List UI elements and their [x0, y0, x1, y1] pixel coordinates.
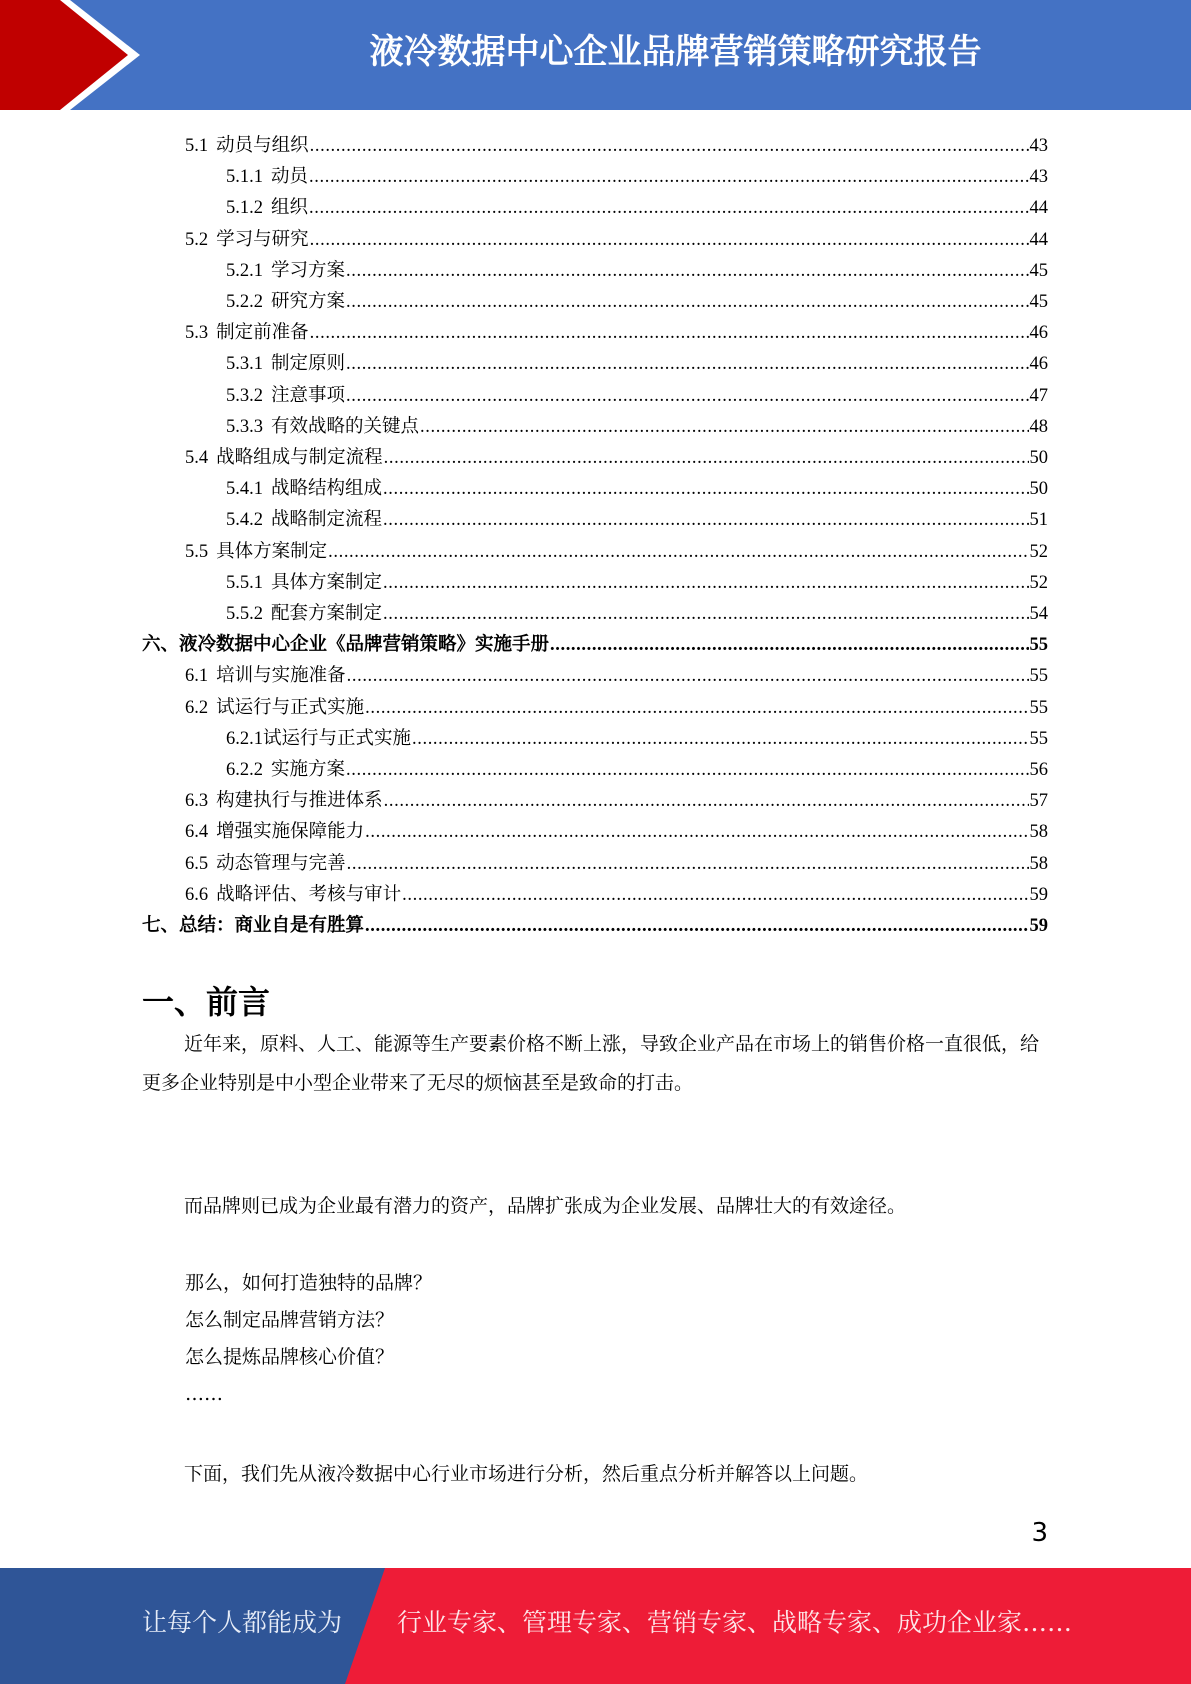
paragraph-intro: 近年来，原料、人工、能源等生产要素价格不断上涨，导致企业产品在市场上的销售价格一直很低，给更多企业特别是中小型企业带来了无尽的烦恼甚至是致命的打击。 — [142, 1033, 1040, 1094]
toc-entry-number: 七、 — [142, 916, 180, 936]
toc-dot-leader — [346, 384, 1028, 408]
toc-entry-label — [142, 633, 549, 657]
toc-page-number: 59 — [1029, 884, 1048, 905]
toc-page-number: 56 — [1029, 760, 1048, 780]
toc-dot-leader — [420, 415, 1028, 439]
toc-entry-number: 5.5 — [185, 541, 209, 562]
toc-entry[interactable] — [226, 377, 1048, 408]
toc-entry-label — [185, 883, 401, 907]
toc-entry-number: 6.2 — [185, 697, 209, 718]
toc-entry-title: 动态管理与完善 — [216, 853, 346, 874]
toc-entry[interactable] — [185, 439, 1048, 470]
toc-entry-title: 战略制定流程 — [271, 510, 383, 531]
toc-entry-title: 制定前准备 — [216, 323, 309, 344]
question-item: 怎么提炼品牌核心价值？ — [185, 1346, 395, 1368]
toc-page-number: 50 — [1029, 479, 1048, 500]
toc-entry-label — [226, 602, 382, 626]
toc-entry-label — [185, 228, 309, 252]
toc-dot-leader — [402, 883, 1028, 907]
toc-entry-label — [142, 914, 364, 938]
toc-entry-label — [226, 196, 308, 220]
toc-entry-label — [226, 384, 345, 408]
toc-entry-title: 动员 — [271, 167, 309, 188]
paragraph-next: 下面，我们先从液冷数据中心行业市场进行分析，然后重点分析并解答以上问题。 — [184, 1463, 869, 1485]
toc-entry[interactable] — [226, 595, 1048, 626]
toc-entry-title: 具体方案制定 — [216, 541, 328, 562]
toc-dot-leader — [383, 508, 1028, 532]
toc-entry-number: 6.1 — [185, 666, 209, 687]
toc-entry-number: 5.1.2 — [226, 198, 263, 219]
toc-entry-label — [185, 664, 346, 688]
page-number: 3 — [1031, 1518, 1048, 1548]
toc-entry[interactable] — [226, 470, 1048, 501]
page-header — [0, 0, 1191, 110]
report-title: 液冷数据中心企业品牌营销策略研究报告 — [369, 32, 982, 72]
toc-entry-label — [226, 165, 308, 189]
toc-entry[interactable] — [226, 283, 1048, 314]
toc-dot-leader — [346, 758, 1028, 782]
toc-entry[interactable] — [185, 813, 1048, 844]
toc-entry[interactable] — [226, 501, 1048, 532]
toc-entry-number: 6.5 — [185, 853, 209, 874]
toc-page-number: 52 — [1029, 541, 1048, 562]
toc-entry-label — [226, 290, 345, 314]
toc-dot-leader — [309, 165, 1028, 189]
toc-entry[interactable] — [226, 751, 1048, 782]
toc-entry-title: 有效战略的关键点 — [271, 416, 420, 437]
toc-entry-title: 动员与组织 — [216, 136, 309, 156]
toc-dot-leader — [310, 228, 1029, 252]
toc-entry-title: 学习方案 — [271, 260, 346, 281]
toc-entry-number: 5.2.2 — [226, 292, 263, 312]
toc-entry[interactable] — [185, 876, 1048, 907]
toc-entry-title: 组织 — [271, 198, 309, 219]
toc-dot-leader — [346, 352, 1028, 376]
toc-dot-leader — [347, 852, 1029, 876]
toc-page-number: 46 — [1029, 354, 1048, 375]
toc-dot-leader — [365, 914, 1028, 938]
toc-entry-title: 构建执行与推进体系 — [216, 791, 383, 812]
toc-page-number: 45 — [1029, 260, 1048, 281]
toc-entry-label — [185, 820, 364, 844]
toc-entry-number: 6.3 — [185, 791, 209, 812]
toc-page-number: 54 — [1029, 604, 1048, 624]
toc-dot-leader — [383, 477, 1028, 501]
toc-entry-label — [226, 352, 345, 376]
toc-entry[interactable] — [142, 907, 1048, 938]
toc-entry-number: 5.2 — [185, 229, 209, 250]
toc-page-number: 55 — [1029, 635, 1048, 656]
toc-entry[interactable] — [185, 845, 1048, 876]
toc-page-number: 55 — [1029, 666, 1048, 687]
toc-entry-number: 5.4 — [185, 448, 209, 468]
page-footer — [0, 1568, 1191, 1684]
toc-entry-label — [185, 540, 327, 564]
toc-entry-number: 5.3.3 — [226, 416, 263, 437]
ellipsis-line: …… — [185, 1383, 223, 1405]
toc-page-number: 44 — [1029, 229, 1048, 250]
toc-entry-label — [185, 852, 346, 876]
toc-entry-number: 6.2.1 — [226, 728, 263, 749]
toc-entry-title: 增强实施保障能力 — [216, 822, 365, 843]
toc-entry[interactable] — [185, 221, 1048, 252]
toc-entry-number: 5.1 — [185, 136, 209, 156]
question-item: 那么，如何打造独特的品牌？ — [185, 1272, 433, 1294]
toc-dot-leader — [346, 259, 1028, 283]
toc-dot-leader — [384, 446, 1029, 470]
toc-entry-title: 学习与研究 — [216, 229, 309, 250]
toc-entry[interactable] — [185, 314, 1048, 345]
toc-dot-leader — [550, 633, 1028, 657]
toc-page-number: 55 — [1029, 728, 1048, 749]
toc-entry-number: 5.3.1 — [226, 354, 263, 375]
section-heading: 一、前言 — [142, 983, 271, 1021]
toc-page-number: 58 — [1029, 822, 1048, 843]
toc-entry-label — [226, 259, 345, 283]
toc-entry-title: 试运行与正式实施 — [216, 697, 365, 718]
toc-entry[interactable] — [185, 127, 1048, 158]
toc-entry-number: 5.4.2 — [226, 510, 263, 531]
toc-page-number: 45 — [1029, 292, 1048, 312]
toc-entry[interactable] — [185, 689, 1048, 720]
toc-entry-number: 六、 — [142, 635, 180, 656]
toc-entry[interactable] — [142, 626, 1048, 657]
toc-dot-leader — [383, 602, 1028, 626]
toc-entry-title: 战略结构组成 — [271, 479, 383, 500]
toc-dot-leader — [309, 196, 1028, 220]
footer-slogan-left: 让每个人都能成为 — [142, 1608, 343, 1637]
toc-page-number: 44 — [1029, 198, 1048, 219]
toc-entry-title: 研究方案 — [271, 292, 346, 312]
toc-page-number: 48 — [1029, 416, 1048, 437]
toc-page-number: 59 — [1029, 916, 1048, 936]
toc-entry-number: 6.2.2 — [226, 760, 263, 780]
question-item: 怎么制定品牌营销方法？ — [185, 1309, 395, 1331]
toc-entry-title: 培训与实施准备 — [216, 666, 346, 687]
toc-dot-leader — [310, 321, 1029, 345]
paragraph-brand: 而品牌则已成为企业最有潜力的资产，品牌扩张成为企业发展、品牌壮大的有效途径。 — [184, 1195, 907, 1217]
toc-entry-label — [185, 446, 383, 470]
toc-entry[interactable] — [226, 189, 1048, 220]
toc-page-number: 47 — [1029, 385, 1048, 406]
toc-entry-number: 5.3 — [185, 323, 209, 344]
toc-dot-leader — [383, 571, 1028, 595]
toc-page-number: 43 — [1029, 136, 1048, 156]
toc-entry-number: 5.4.1 — [226, 479, 263, 500]
toc-entry-title: 制定原则 — [271, 354, 346, 375]
toc-entry-label — [185, 134, 309, 158]
toc-dot-leader — [346, 290, 1028, 314]
toc-page-number: 50 — [1029, 448, 1048, 468]
toc-entry-number: 5.2.1 — [226, 260, 263, 281]
toc-page-number: 51 — [1029, 510, 1048, 531]
toc-page-number: 55 — [1029, 697, 1048, 718]
toc-dot-leader — [347, 664, 1029, 688]
toc-entry-number: 6.4 — [185, 822, 209, 843]
toc-dot-leader — [365, 696, 1028, 720]
toc-entry[interactable] — [185, 657, 1048, 688]
toc-page-number: 43 — [1029, 167, 1048, 188]
toc-entry-title: 注意事项 — [271, 385, 346, 406]
toc-entry-title: 总结：商业自是有胜算 — [179, 916, 365, 936]
toc-dot-leader — [328, 540, 1028, 564]
toc-entry-label — [226, 508, 382, 532]
toc-entry-title: 战略组成与制定流程 — [216, 448, 383, 468]
toc-page-number: 46 — [1029, 323, 1048, 344]
toc-dot-leader — [412, 727, 1028, 751]
toc-page-number: 52 — [1029, 572, 1048, 593]
toc-entry-label — [185, 696, 364, 720]
toc-entry-title: 战略评估、考核与审计 — [216, 884, 402, 905]
toc-page-number: 58 — [1029, 853, 1048, 874]
toc-entry[interactable] — [226, 345, 1048, 376]
toc-dot-leader — [365, 820, 1028, 844]
toc-dot-leader — [384, 789, 1029, 813]
toc-entry[interactable] — [226, 252, 1048, 283]
toc-entry-label — [185, 789, 383, 813]
toc-entry-number: 5.5.1 — [226, 572, 263, 593]
toc-entry-title: 具体方案制定 — [271, 572, 383, 593]
toc-entry-label — [226, 415, 419, 439]
toc-entry[interactable] — [226, 408, 1048, 439]
toc-entry-title: 液冷数据中心企业《品牌营销策略》实施手册 — [179, 635, 550, 656]
toc-entry-label — [226, 758, 345, 782]
toc-entry[interactable] — [185, 782, 1048, 813]
toc-dot-leader — [310, 134, 1029, 158]
toc-entry[interactable] — [226, 564, 1048, 595]
toc-entry-number: 5.5.2 — [226, 604, 263, 624]
toc-entry-label — [226, 477, 382, 501]
toc-page-number: 57 — [1029, 791, 1048, 812]
toc-entry[interactable] — [185, 533, 1048, 564]
toc-entry-title: 试运行与正式实施 — [263, 728, 412, 749]
toc-entry-number: 5.1.1 — [226, 167, 263, 188]
toc-entry-label — [185, 321, 309, 345]
footer-slogan-right: 行业专家、管理专家、营销专家、战略专家、成功企业家…… — [397, 1608, 1073, 1637]
toc-entry-label — [226, 571, 382, 595]
toc-entry-title: 实施方案 — [271, 760, 346, 780]
toc-entry[interactable] — [226, 158, 1048, 189]
toc-entry-number: 6.6 — [185, 884, 209, 905]
toc-entry[interactable] — [226, 720, 1048, 751]
toc-entry-number: 5.3.2 — [226, 385, 263, 406]
toc-entry-label — [226, 727, 411, 751]
toc-entry-title: 配套方案制定 — [271, 604, 383, 624]
